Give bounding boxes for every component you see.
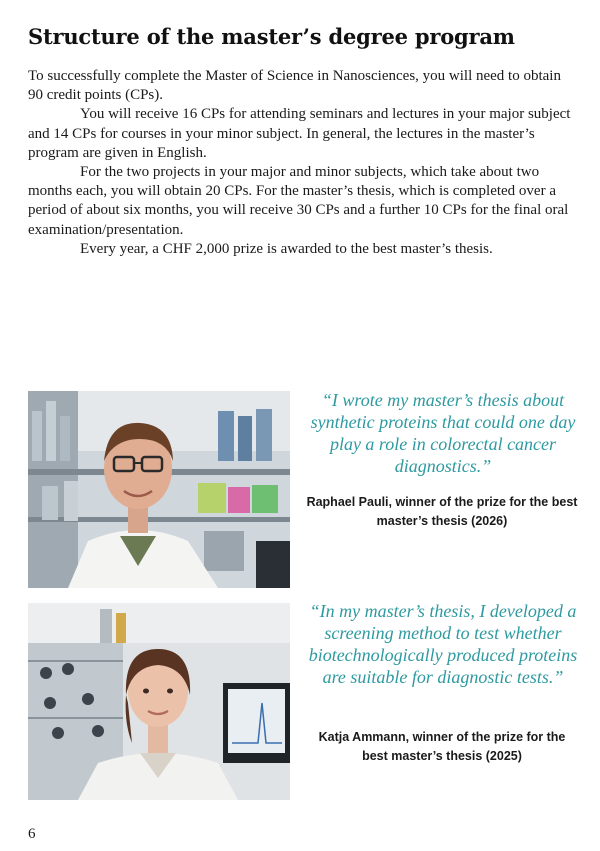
testimonial-caption-raphael: Raphael Pauli, winner of the prize for the best master’s thesis (2026) <box>306 495 578 528</box>
page-title: Structure of the master’s degree program <box>28 24 515 49</box>
photo-katja-ammann <box>28 603 290 800</box>
testimonial-quote-katja: “In my master’s thesis, I developed a screening method to test whether biotechnologically produced proteins are suitable for diagnostic tests.” <box>308 601 578 687</box>
testimonial-quote-raphael: “I wrote my master’s thesis about synthetic proteins that could one day play a role in colorectal cancer diagnostics.” <box>310 390 576 476</box>
photo-raphael-pauli <box>28 391 290 588</box>
paragraph-projects: For the two projects in your major and minor subjects, which take about two months each, you will obtain 20 CPs. For the master’s thesis, which is completed over a period of about six months, you will receive 30 CPs and a further 10 CPs for the final oral examination/presentation. <box>28 164 569 238</box>
paragraph-intro: To successfully complete the Master of Science in Nanosciences, you will need to obtain 90 credit points (CPs). <box>28 68 561 104</box>
testimonial-caption-katja: Katja Ammann, winner of the prize for the best master’s thesis (2025) <box>318 730 566 763</box>
page-number: 6 <box>28 826 36 842</box>
paragraph-prize: Every year, a CHF 2,000 prize is awarded to the best master’s thesis. <box>80 240 493 257</box>
paragraph-credits: You will receive 16 CPs for attending seminars and lectures in your major subject and 14 CPs for courses in your minor subject. In general, the lectures in the master’s program are given in English. <box>28 106 571 161</box>
body-text <box>28 67 576 259</box>
